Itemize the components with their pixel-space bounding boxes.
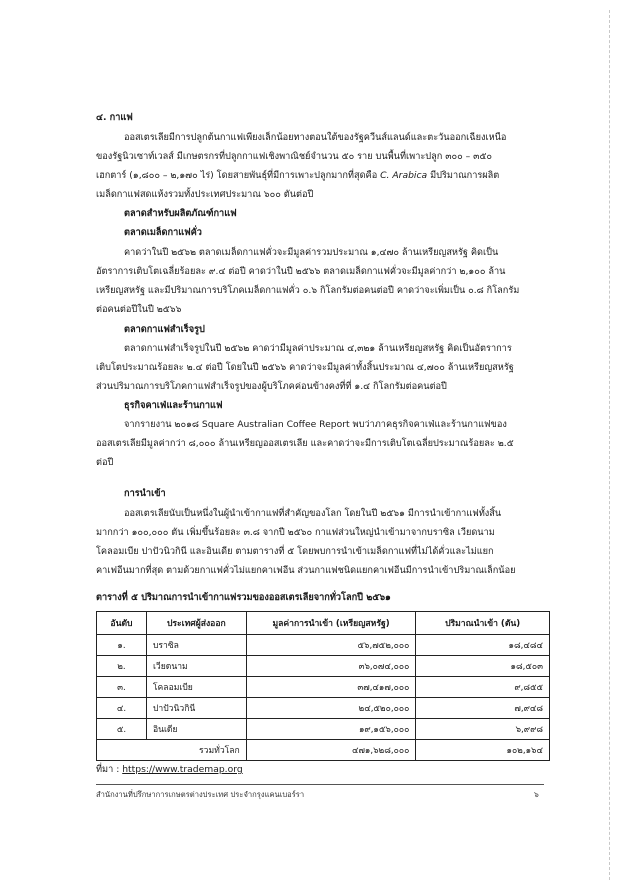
cell-value: ๓๖,๐๗๔,๐๐๐ <box>246 656 416 677</box>
cell-quantity: ๙,๘๕๕ <box>416 677 550 698</box>
paragraph-line: ออสเตรเลียนับเป็นหนึ่งในผู้นำเข้ากาแฟที่สำคัญของโลก โดยในปี ๒๕๖๑ มีการนำเข้ากาแฟทั้งสิ้น <box>124 508 502 519</box>
header-quantity: ปริมาณนำเข้า (ตัน) <box>416 612 550 635</box>
paragraph-line: คาเฟอีนมากที่สุด ตามด้วยกาแฟคั่วไม่แยกคาเฟอีน ส่วนกาแฟชนิดแยกคาเฟอีนมีการนำเข้าปริมาณเล็กน้อย <box>96 565 516 576</box>
cell-country: เวียดนาม <box>146 656 246 677</box>
table-row <box>97 719 550 740</box>
paragraph-line: ของรัฐนิวเซาท์เวลส์ มีเกษตรกรที่ปลูกกาแฟเชิงพาณิชย์จำนวน ๕๐ ราย บนพื้นที่เพาะปลูก ๓๐๐ – ๓๕๐ <box>96 151 493 162</box>
paragraph-line: เมล็ดกาแฟสดแห้งรวมทั้งประเทศประมาณ ๖๐๐ ตันต่อปี <box>96 189 314 200</box>
paragraph-text: มีปริมาณการผลิต <box>430 170 500 181</box>
paragraph-line: คาดว่าในปี ๒๕๖๒ ตลาดเมล็ดกาแฟคั่วจะมีมูลค่ารวมประมาณ ๑,๔๗๐ ล้านเหรียญสหรัฐ คิดเป็น <box>124 247 499 258</box>
header-country: ประเทศผู้ส่งออก <box>146 612 246 635</box>
cell-value: ๑๙,๑๕๖,๐๐๐ <box>246 719 416 740</box>
header-rank: อันดับ <box>97 612 147 635</box>
paragraph-line: ต่อปี <box>96 457 114 468</box>
paragraph-line: เติบโตประมาณร้อยละ ๒.๔ ต่อปี โดยในปี ๒๕๖๖ คาดว่าจะมีมูลค่าทั้งสิ้นประมาณ ๔,๗๐๐ ล้านเหรียญสหรัฐ <box>96 362 514 373</box>
cell-value: ๒๔,๕๒๐,๐๐๐ <box>246 698 416 719</box>
paragraph-line: มากกว่า ๑๐๐,๐๐๐ ตัน เพิ่มขึ้นร้อยละ ๓.๘ จากปี ๒๕๖๐ กาแฟส่วนใหญ่นำเข้ามาจากบราซิล เวียดนาม <box>96 527 495 538</box>
page-number: ๖ <box>534 790 539 799</box>
cell-rank: ๔. <box>97 698 147 719</box>
species-name: C. Arabica <box>380 170 428 181</box>
cell-quantity: ๑๘,๕๐๓ <box>416 656 550 677</box>
cell-quantity: ๑๘,๔๘๔ <box>416 635 550 656</box>
section-heading: ๔. กาแฟ <box>96 112 133 123</box>
table-row <box>97 635 550 656</box>
cell-quantity: ๖,๙๙๘ <box>416 719 550 740</box>
paragraph-line <box>96 170 499 182</box>
paragraph-line: เหรียญสหรัฐ และมีปริมาณการบริโภคเมล็ดกาแฟคั่ว ๐.๖ กิโลกรัมต่อคนต่อปี คาดว่าจะเพิ่มเป็น ๐.๘ กิโลกรัม <box>96 285 520 296</box>
table-caption: ตารางที่ ๕ ปริมาณการนำเข้ากาแฟรวมของออสเตรเลียจากทั่วโลกปี ๒๕๖๑ <box>96 592 391 603</box>
market-heading: ตลาดสำหรับผลิตภัณฑ์กาแฟ <box>124 208 237 219</box>
scan-edge-line <box>609 10 610 880</box>
total-value: ๔๗๑,๖๒๘,๐๐๐ <box>246 740 416 761</box>
paragraph-line: ส่วนปริมาณการบริโภคกาแฟสำเร็จรูปของผู้บริโภคค่อนข้างคงที่ที่ ๑.๔ กิโลกรัมต่อคนต่อปี <box>96 381 447 392</box>
cafe-heading: ธุรกิจคาเฟ่และร้านกาแฟ <box>124 400 223 411</box>
cell-rank: ๒. <box>97 656 147 677</box>
paragraph-text: เฮกตาร์ (๑,๘๐๐ – ๒,๑๗๐ ไร่) โดยสายพันธุ์ที่มีการเพาะปลูกมากที่สุดคือ <box>96 170 378 181</box>
table-row <box>97 656 550 677</box>
import-heading: การนำเข้า <box>124 488 166 499</box>
roasted-heading: ตลาดเมล็ดกาแฟคั่ว <box>124 227 202 238</box>
header-value: มูลค่าการนำเข้า (เหรียญสหรัฐ) <box>246 612 416 635</box>
total-quantity: ๑๐๒,๑๖๔ <box>416 740 550 761</box>
cell-country: อินเดีย <box>146 719 246 740</box>
cell-value: ๕๖,๗๕๒,๐๐๐ <box>246 635 416 656</box>
source-link[interactable]: https://www.trademap.org <box>122 764 243 775</box>
import-table <box>96 611 550 761</box>
table-row <box>97 698 550 719</box>
table-header-row <box>97 612 550 635</box>
cell-value: ๓๗,๔๑๗,๐๐๐ <box>246 677 416 698</box>
cell-country: ปาปัวนิวกินี <box>146 698 246 719</box>
footer-divider <box>96 784 544 785</box>
total-label: รวมทั่วโลก <box>97 740 247 761</box>
instant-heading: ตลาดกาแฟสำเร็จรูป <box>124 324 205 335</box>
source-line <box>96 764 243 776</box>
paragraph-line: อัตราการเติบโตเฉลี่ยร้อยละ ๙.๔ ต่อปี คาดว่าในปี ๒๕๖๖ ตลาดเมล็ดกาแฟคั่วจะมีมูลค่ากว่า ๒,๑๐๐ ล้าน <box>96 266 506 277</box>
source-label: ที่มา : <box>96 764 120 775</box>
footer-office: สำนักงานที่ปรึกษาการเกษตรต่างประเทศ ประจำกรุงแคนเบอร์รา <box>96 790 305 799</box>
paragraph-line: ต่อคนต่อปีในปี ๒๕๖๖ <box>96 304 182 315</box>
cell-country: บราซิล <box>146 635 246 656</box>
table-total-row <box>97 740 550 761</box>
cell-rank: ๓. <box>97 677 147 698</box>
table-row <box>97 677 550 698</box>
paragraph-line: โคลอมเบีย ปาปัวนิวกินี และอินเดีย ตามตารางที่ ๕ โดยพบการนำเข้าเมล็ดกาแฟที่ไม่ได้คั่วและไม่แยก <box>96 546 494 557</box>
cell-quantity: ๗,๙๔๘ <box>416 698 550 719</box>
cell-country: โคลอมเบีย <box>146 677 246 698</box>
cell-rank: ๕. <box>97 719 147 740</box>
paragraph-line: จากรายงาน ๒๐๑๘ Square Australian Coffee Report พบว่าภาคธุรกิจคาเฟ่และร้านกาแฟของ <box>124 419 507 430</box>
paragraph-line: ออสเตรเลียมีมูลค่ากว่า ๘,๐๐๐ ล้านเหรียญออสเตรเลีย และคาดว่าจะมีการเติบโตเฉลี่ยประมาณร้อยละ ๒.๕ <box>96 438 514 449</box>
paragraph-line: ตลาดกาแฟสำเร็จรูปในปี ๒๕๖๒ คาดว่ามีมูลค่าประมาณ ๔,๓๒๑ ล้านเหรียญสหรัฐ คิดเป็นอัตราการ <box>124 343 512 354</box>
paragraph-line: ออสเตรเลียมีการปลูกต้นกาแฟเพียงเล็กน้อยทางตอนใต้ของรัฐควีนส์แลนด์และตะวันออกเฉียงเหนือ <box>124 132 507 143</box>
cell-rank: ๑. <box>97 635 147 656</box>
